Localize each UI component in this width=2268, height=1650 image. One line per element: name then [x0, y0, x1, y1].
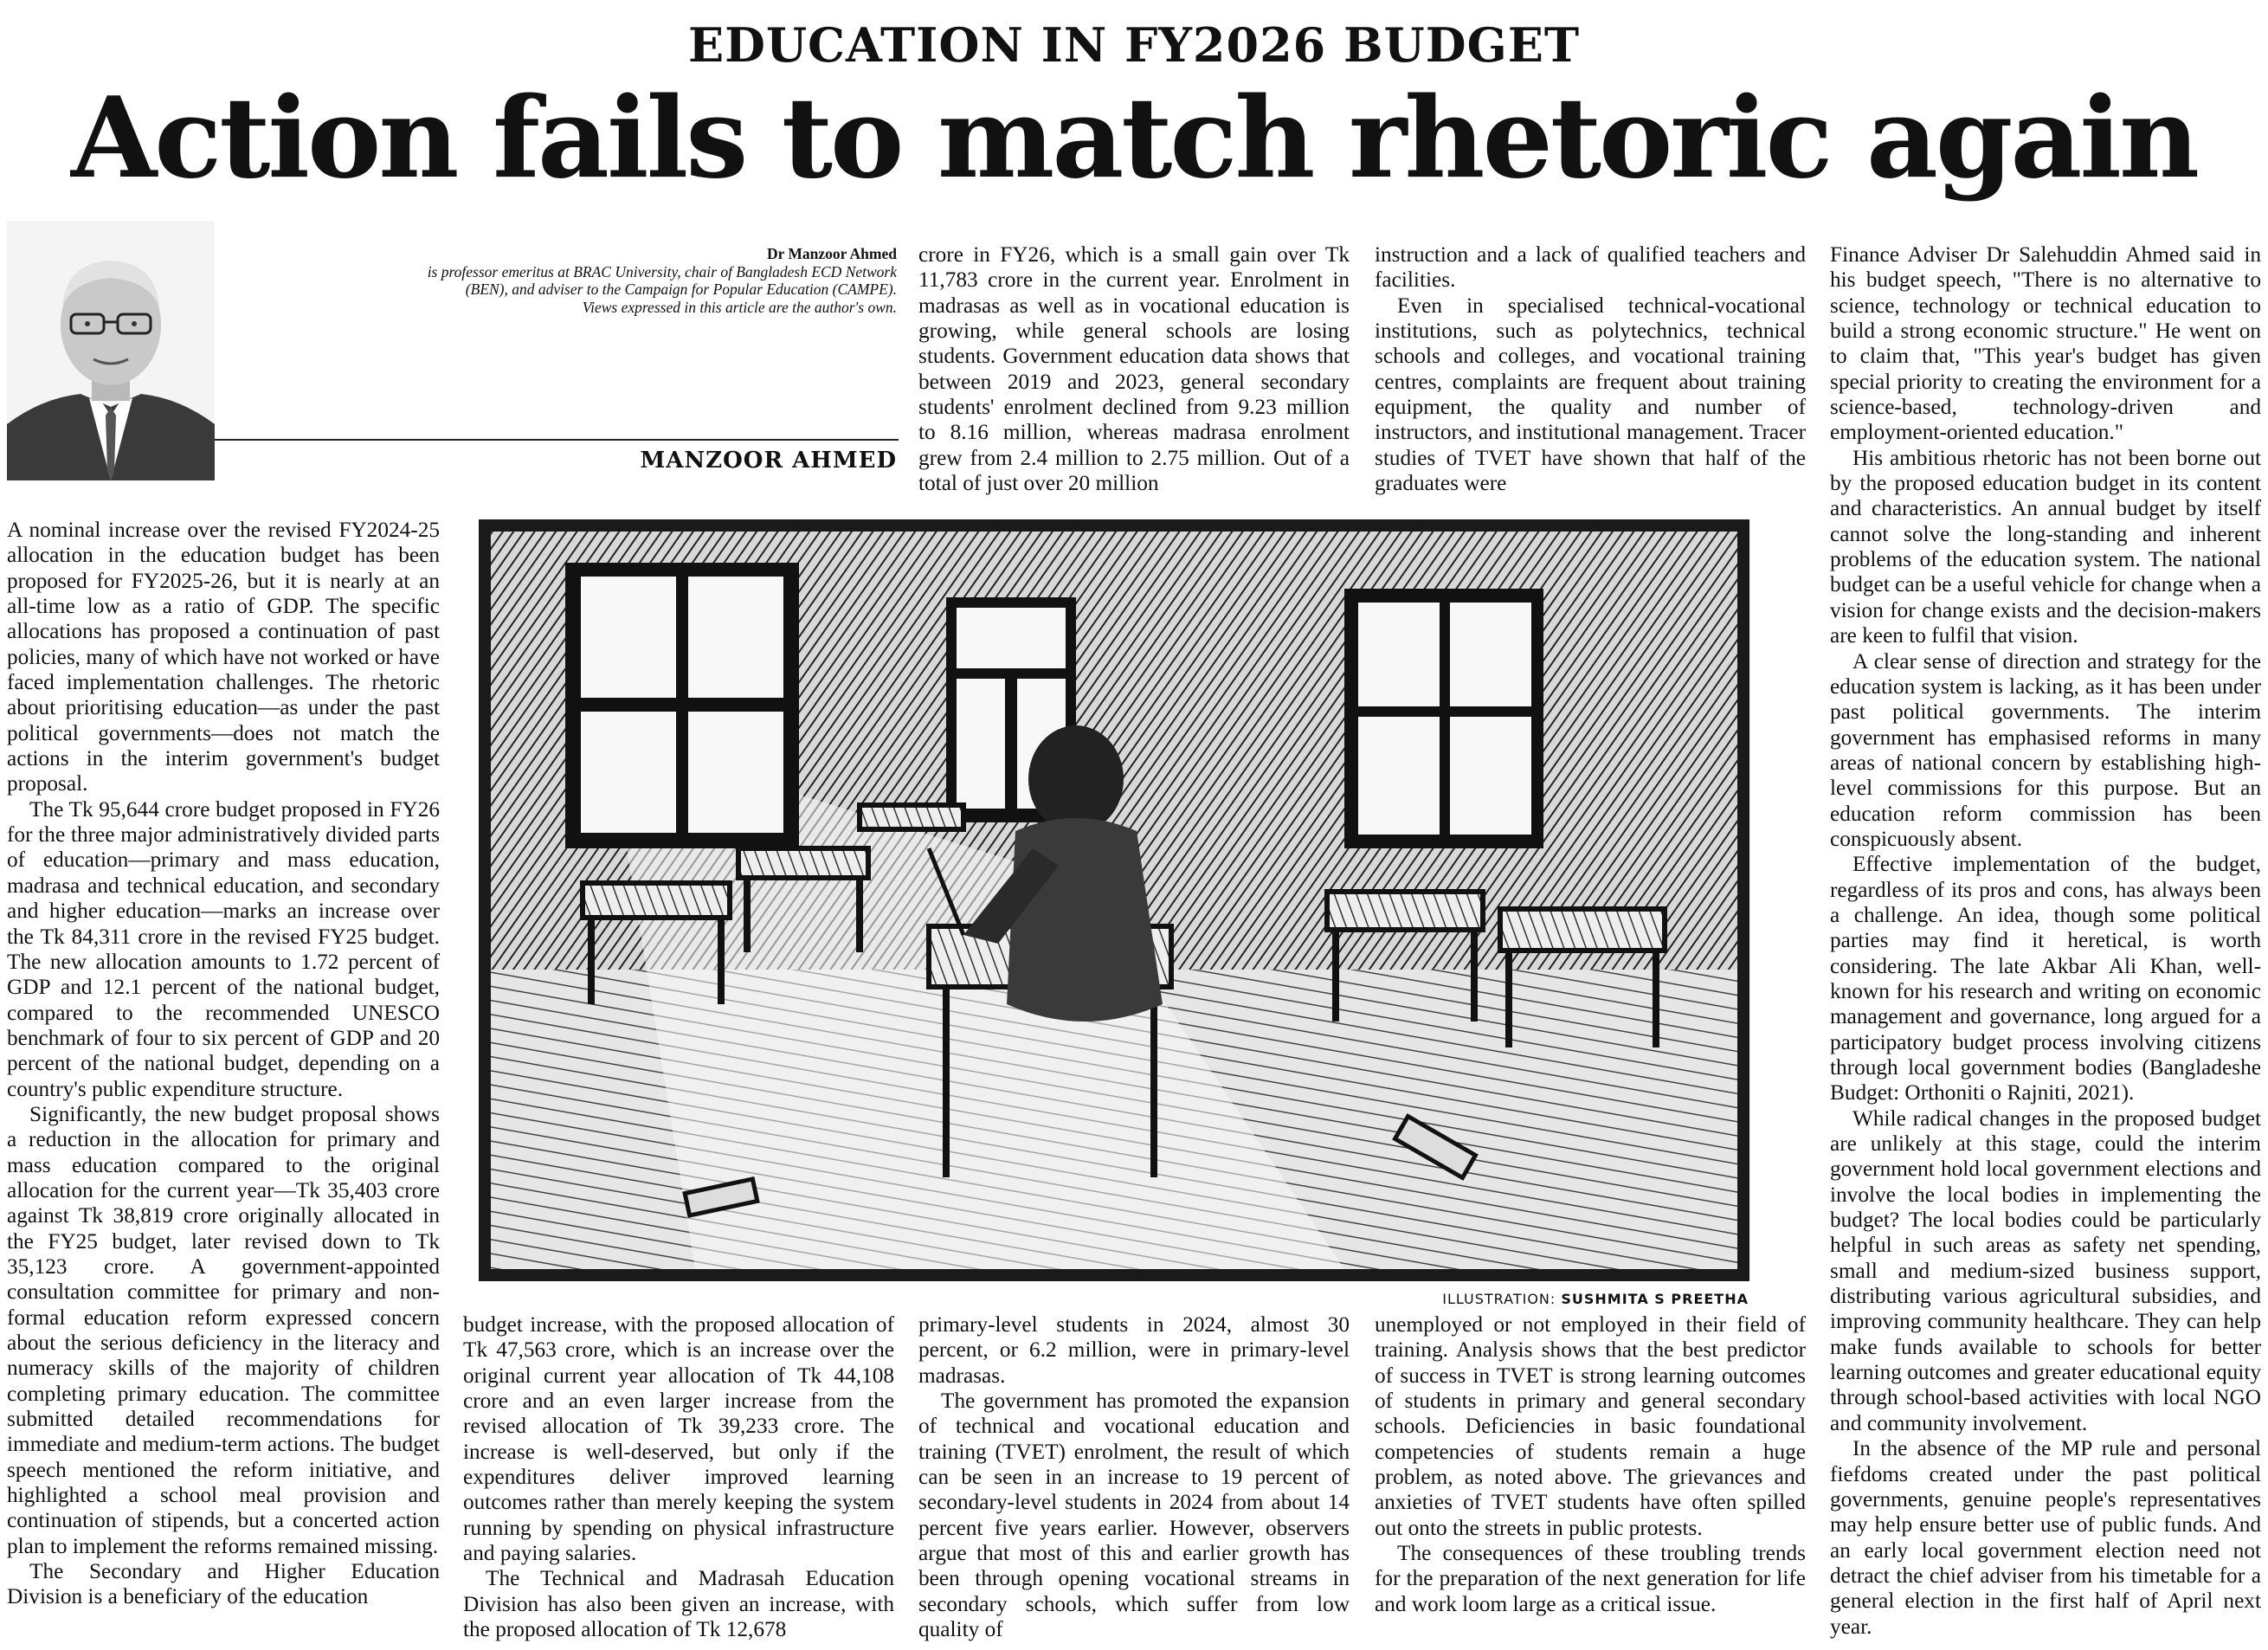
illustration [479, 519, 1749, 1281]
paragraph: Finance Adviser Dr Salehuddin Ahmed said in his budget speech, "There is no alternative to science, technology or technical education to build a strong economic structure." He went on to claim that, "This year's budget has given special priority to creating the environment for a science-based, technology-driven and employment-oriented education." [1830, 242, 2261, 445]
paragraph: primary-level students in 2024, almost 30 percent, or 6.2 million, were in primary-level madrasas. [918, 1312, 1350, 1388]
column-4-bottom [1375, 1312, 1806, 1617]
paragraph: A nominal increase over the revised FY2024-25 allocation in the education budget has been proposed for FY2025-26, but it is nearly at an all-time low as a ratio of GDP. The specific allocations has proposed a continuation of past policies, many of which have not worked or have faced implementation challenges. The rhetoric about prioritising education—as under the past political governments—does not match the actions in the interim government's budget proposal. [7, 518, 440, 796]
paragraph: instruction and a lack of qualified teachers and facilities. [1375, 242, 1806, 293]
paragraph: The government has promoted the expansion of technical and vocational education and training (TVET) enrolment, the result of which can be seen in an increase to 19 percent of secondary-level students in 2024 from about 14 percent five years earlier. However, observers argue that most of this and earlier growth has been through opening vocational streams in secondary schools, which suffer from low quality of [918, 1389, 1350, 1642]
paragraph: Effective implementation of the budget, regardless of its pros and cons, has always been a challenge. An idea, though some political parties may find it heretical, is worth considering. The late Akbar Ali Khan, well-known for his research and writing on economic management and governance, long argued for a participatory budget process involving citizens through local government bodies (Bangladeshe Budget: Orthoniti o Rajniti, 2021). [1830, 852, 2261, 1105]
bio-name: Dr Manzoor Ahmed [766, 245, 897, 262]
bio-text: is professor emeritus at BRAC University, chair of Bangladesh ECD Network (BEN), and adviser to the Campaign for Popular Education (CAMPE). [427, 262, 897, 299]
column-4-top [1375, 242, 1806, 496]
column-5 [1830, 242, 2261, 1640]
paragraph: Significantly, the new budget proposal shows a reduction in the allocation for primary and mass education compared to the original allocation for the current year—Tk 35,403 crore against Tk 38,819 crore originally allocated in the FY25 budget, later revised down to Tk 35,123 crore. A government-appointed consultation committee for primary and non-formal education reform expressed concern about the serious deficiency in the literacy and numeracy skills of the majority of children completing primary education. The committee submitted detailed recommendations for immediate and medium-term actions. The budget speech mentioned the reform initiative, and highlighted a school meal provision and continuation of stipends, but a concerted action plan to implement the reforms remained missing. [7, 1101, 440, 1558]
column-3-bottom [918, 1312, 1350, 1642]
paragraph: Even in specialised technical-vocational institutions, such as polytechnics, technical schools and colleges, and vocational training centres, complaints are frequent about training equipment, the quality and number of instructors, and institutional management. Tracer studies of TVET have shown that half of the graduates were [1375, 293, 1806, 496]
author-photo [7, 221, 215, 480]
column-1 [7, 518, 440, 1610]
paragraph: budget increase, with the proposed allocation of Tk 47,563 crore, which is an increase over the original current year allocation of Tk 44,108 crore and an even larger increase from the revised allocation of Tk 39,233 crore. The increase is well-deserved, but only if the expenditures deliver improved learning outcomes rather than merely keeping the system running by spending on physical infrastructure and paying salaries. [463, 1312, 894, 1566]
bio-disclaimer: Views expressed in this article are the author's own. [582, 298, 897, 316]
author-divider [215, 439, 899, 441]
paragraph: crore in FY26, which is a small gain over Tk 11,783 crore in the current year. Enrolment in madrasas as well as in vocational education is growing, while general schools are losing students. Government education data shows that between 2019 and 2023, general secondary students' enrolment declined from 9.23 million to 8.16 million, whereas madrasa enrolment grew from 2.4 million to 2.75 million. Out of a total of just over 20 million [918, 242, 1350, 496]
author-box [7, 221, 899, 480]
author-bio [414, 245, 897, 317]
classroom-woodcut-illustration [479, 519, 1749, 1281]
kicker: EDUCATION IN FY2026 BUDGET [687, 17, 1581, 73]
paragraph: The Tk 95,644 crore budget proposed in FY26 for the three major administratively divided parts of education—primary and mass education, madrasa and technical education, and secondary and higher education—marks an increase over the Tk 84,311 crore in the revised FY25 budget. The new allocation amounts to 1.72 percent of GDP and 12.1 percent of the national budget, compared to the recommended UNESCO benchmark of four to six percent of GDP and 20 percent of the national budget, depending on a country's public expenditure structure. [7, 796, 440, 1101]
column-3-top [918, 242, 1350, 496]
credit-label: ILLUSTRATION: [1442, 1291, 1556, 1307]
paragraph: The consequences of these troubling trends for the preparation of the next generation for life and work loom large as a critical issue. [1375, 1541, 1806, 1616]
paragraph: In the absence of the MP rule and personal fiefdoms created under the past political governments, genuine people's representatives may help ensure better use of public funds. And an early local government election need not detract the chief adviser from his timetable for a general election in the first half of April next year. [1830, 1436, 2261, 1639]
paragraph: While radical changes in the proposed budget are unlikely at this stage, could the interim government hold local government elections and involve the local bodies in implementing the budget? The local bodies could be particularly helpful in such areas as safety net spending, small and medium-sized business support, distributing various agricultural subsidies, and improving community healthcare. They can help make funds available to schools for better learning outcomes and greater educational equity through school-based activities with local NGO and community involvement. [1830, 1105, 2262, 1435]
paragraph: The Technical and Madrasah Education Division has also been given an increase, with the proposed allocation of Tk 12,678 [463, 1566, 894, 1642]
author-portrait-image [7, 221, 215, 480]
paragraph: His ambitious rhetoric has not been borne out by the proposed education budget in its content and characteristics. An annual budget by itself cannot solve the long-standing and inherent problems of the education system. The national budget can be a useful vehicle for change when a vision for change exists and the decision-makers are keen to fulfil that vision. [1830, 445, 2261, 648]
column-2 [463, 1312, 894, 1642]
paragraph: The Secondary and Higher Education Division is a beneficiary of the education [7, 1559, 440, 1609]
paragraph: unemployed or not employed in their field of training. Analysis shows that the best predictor of success in TVET is strong learning outcomes of students in primary and general secondary schools. Deficiencies in basic foundational competencies of students remain a huge problem, as noted above. The grievances and anxieties of TVET students have often spilled out onto the streets in public protests. [1375, 1312, 1806, 1540]
byline: MANZOOR AHMED [640, 448, 897, 474]
credit-name: SUSHMITA S PREETHA [1561, 1291, 1749, 1307]
illustration-credit [1442, 1291, 1749, 1307]
headline: Action fails to match rhetoric again [70, 74, 2198, 203]
paragraph: A clear sense of direction and strategy for the education system is lacking, as it has been under past political governments. The interim government has emphasised reforms in many areas of national concern by establishing high-level commissions for this purpose. But an education reform commission has been conspicuously absent. [1830, 648, 2261, 851]
